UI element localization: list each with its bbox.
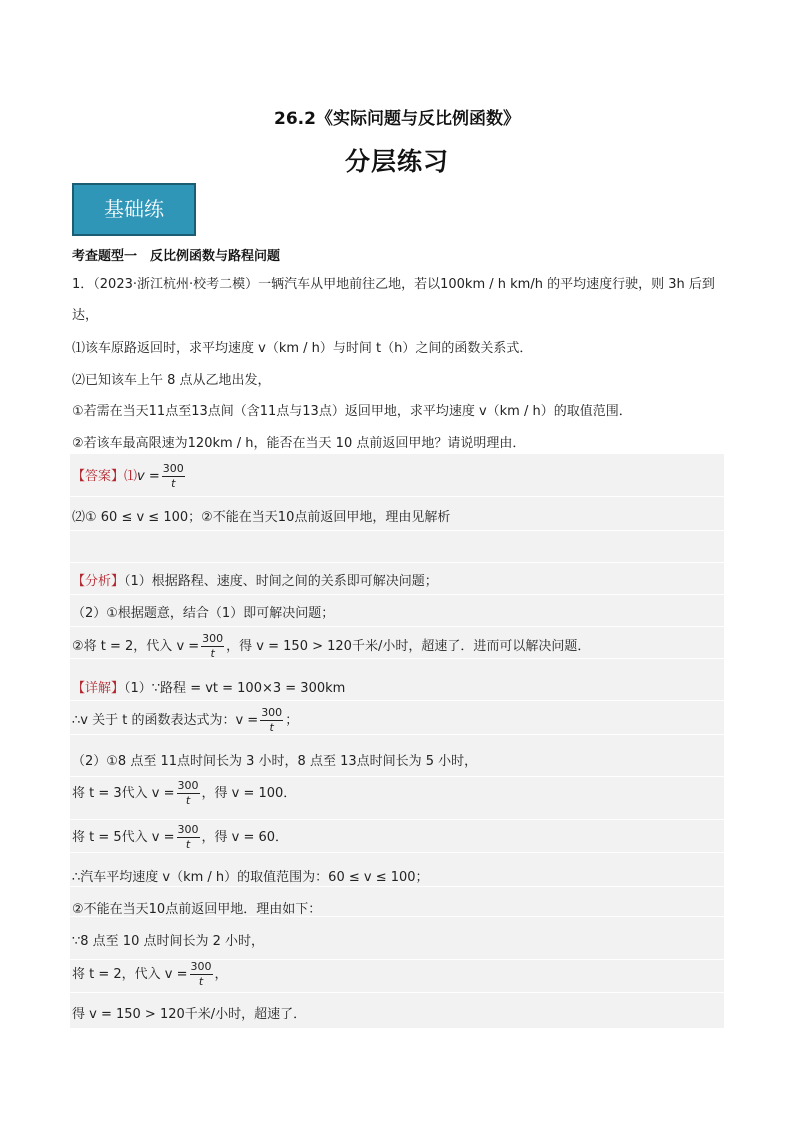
analysis-label: 【分析】 — [72, 574, 125, 589]
document-subtitle: 分层练习 — [344, 147, 449, 176]
detail-fraction-1 — [260, 706, 283, 735]
document-title: 26.2《实际问题与反比例函数》 — [274, 109, 520, 129]
detail-line-7: ②不能在当天10点前返回甲地．理由如下： — [72, 902, 322, 917]
analysis-fraction — [201, 632, 224, 661]
detail-text-4b: ，得 v = 100． — [201, 786, 297, 801]
level-badge: 基础练 — [72, 183, 196, 236]
answer-line-2: ⑵① 60 ≤ v ≤ 100；②不能在当天10点前返回甲地，理由见解析 — [72, 510, 451, 525]
fraction-numerator: 300 — [177, 779, 199, 792]
fraction-denominator: t — [185, 838, 191, 851]
detail-line-1 — [72, 677, 345, 696]
detail-fraction-4 — [190, 960, 213, 989]
fraction-numerator: 300 — [202, 632, 224, 645]
fraction-denominator: t — [185, 794, 191, 807]
fraction-denominator: t — [198, 975, 204, 988]
answer-part-a-eq: v = — [137, 469, 160, 484]
detail-text-2a: ∴v 关于 t 的函数表达式为：v = — [72, 713, 259, 728]
detail-line-6: ∴汽车平均速度 v（km / h）的取值范围为：60 ≤ v ≤ 100； — [72, 870, 429, 885]
answer-part-a-prefix: ⑴ — [124, 469, 138, 484]
fraction-denominator: t — [269, 721, 274, 734]
answer-fraction — [162, 462, 185, 491]
detail-line-5 — [72, 823, 288, 852]
analysis-line-2: （2）①根据题意，结合（1）即可解决问题； — [72, 606, 335, 621]
fraction-denominator: t — [210, 647, 215, 660]
detail-fraction-3 — [177, 823, 200, 852]
detail-text-5b: ，得 v = 60． — [201, 830, 289, 845]
fraction-numerator: 300 — [190, 960, 212, 973]
answer-label: 【答案】 — [72, 469, 125, 484]
analysis-text-3b: ，得 v = 150 > 120千米/小时，超速了．进而可以解决问题． — [226, 639, 591, 654]
question-line-4: ⑵已知该车上午 8 点从乙地出发， — [72, 373, 271, 388]
analysis-text-1: （1）根据路程、速度、时间之间的关系即可解决问题； — [124, 574, 438, 589]
detail-fraction-2 — [177, 779, 200, 808]
question-line-2: 达， — [72, 308, 99, 323]
detail-line-8: ∵8 点至 10 点时间长为 2 小时， — [72, 934, 265, 949]
question-line-3: ⑴该车原路返回时，求平均速度 v（km / h）与时间 t（h）之间的函数关系式． — [72, 341, 533, 356]
detail-line-3: （2）①8 点至 11点时间长为 3 小时，8 点至 13点时间长为 5 小时， — [72, 754, 478, 769]
analysis-text-3a: ②将 t = 2，代入 v = — [72, 639, 200, 654]
answer-line-1 — [72, 462, 187, 491]
fraction-numerator: 300 — [177, 823, 199, 836]
detail-text-1: （1）∵路程 = vt = 100×3 = 300km — [124, 681, 346, 696]
fraction-numerator: 300 — [162, 462, 184, 475]
detail-text-9b: ， — [214, 967, 228, 982]
detail-text-5a: 将 t = 5代入 v = — [72, 830, 175, 845]
analysis-line-3 — [72, 632, 590, 661]
detail-label: 【详解】 — [72, 681, 125, 696]
question-line-1: 1．（2023·浙江杭州·校考二模）一辆汽车从甲地前往乙地，若以100km / h km/h 的平均速度行驶，则 3h 后到 — [72, 277, 715, 292]
fraction-numerator: 300 — [261, 706, 283, 719]
analysis-line-1 — [72, 570, 438, 589]
detail-line-2 — [72, 706, 298, 735]
detail-text-9a: 将 t = 2，代入 v = — [72, 967, 188, 982]
detail-line-10: 得 v = 150 > 120千米/小时，超速了． — [72, 1007, 307, 1022]
detail-text-4a: 将 t = 3代入 v = — [72, 786, 175, 801]
detail-line-4 — [72, 779, 296, 808]
section-title: 考查题型一 反比例函数与路程问题 — [72, 249, 281, 264]
detail-text-2b: ； — [285, 713, 299, 728]
fraction-denominator: t — [171, 477, 176, 490]
detail-line-9 — [72, 960, 228, 989]
question-line-5: ①若需在当天11点至13点间（含11点与13点）返回甲地，求平均速度 v（km / h）的取值范围． — [72, 404, 632, 419]
question-line-6: ②若该车最高限速为120km / h，能否在当天 10 点前返回甲地？请说明理由． — [72, 436, 526, 451]
